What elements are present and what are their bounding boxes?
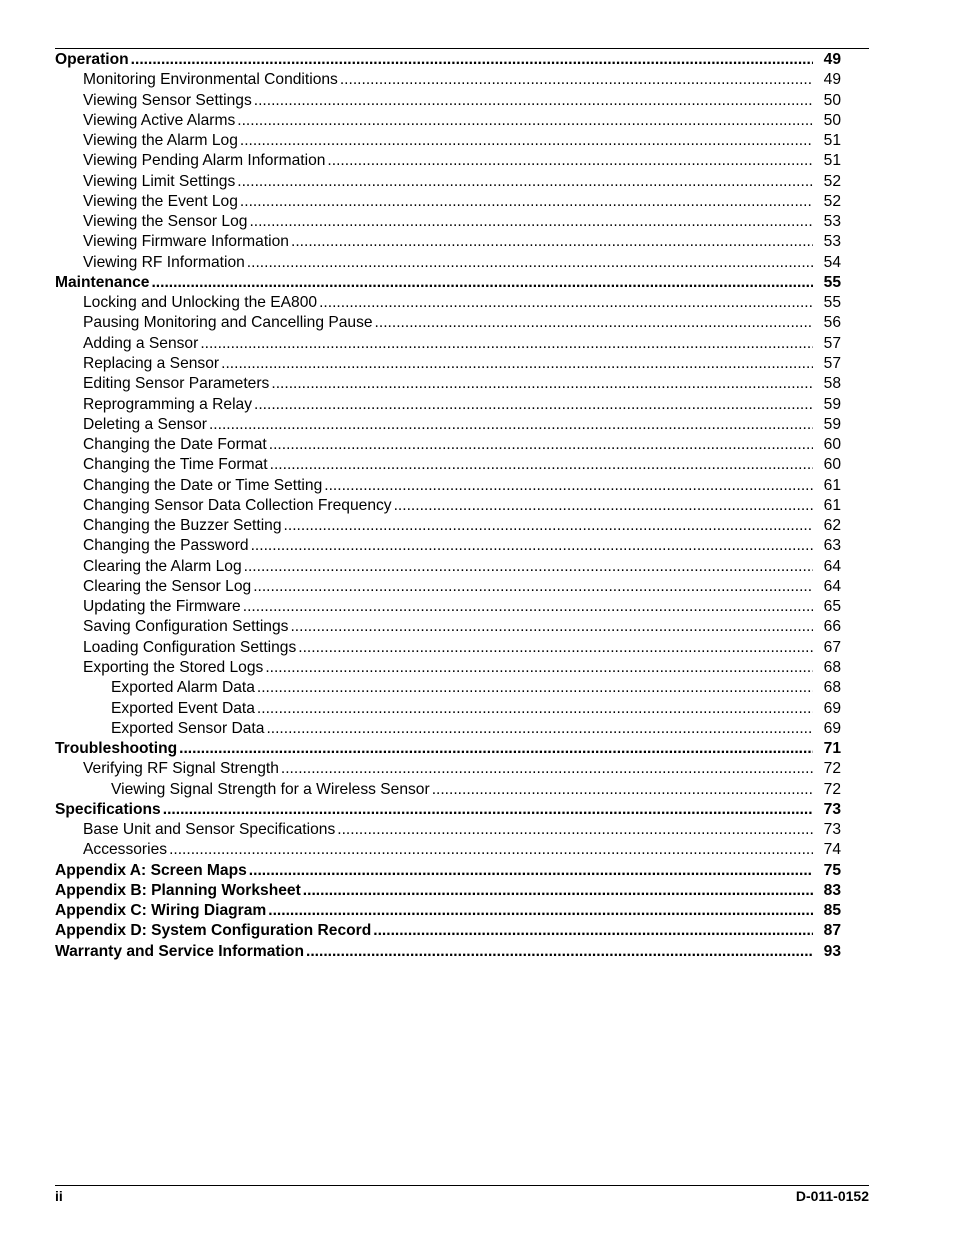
toc-entry[interactable] [55,516,841,536]
toc-entry-page: 67 [823,638,841,656]
toc-entry-page: 68 [823,679,841,697]
toc-dot-leader [270,455,813,475]
toc-entry[interactable] [55,800,841,820]
toc-entry-page: 52 [823,192,841,210]
toc-entry-title: Viewing Firmware Information [83,233,289,251]
toc-entry-page: 54 [823,253,841,271]
toc-entry-page: 55 [823,294,841,312]
toc-entry-title: Changing the Date or Time Setting [83,476,323,494]
toc-dot-leader [243,597,813,617]
toc-dot-leader [131,50,813,70]
toc-entry-title: Appendix B: Planning Worksheet [55,881,301,899]
toc-dot-leader [290,617,813,637]
toc-entry[interactable] [55,780,841,800]
toc-entry-title: Appendix A: Screen Maps [55,861,247,879]
toc-entry-page: 71 [823,740,841,758]
toc-dot-leader [337,820,813,840]
toc-entry-title: Saving Configuration Settings [83,618,289,636]
toc-entry[interactable] [55,881,841,901]
toc-dot-leader [169,840,813,860]
toc-entry-page: 66 [823,618,841,636]
toc-entry[interactable] [55,273,841,293]
toc-entry-page: 85 [823,902,841,920]
toc-entry-title: Locking and Unlocking the EA800 [83,294,318,312]
toc-entry[interactable] [55,901,841,921]
toc-entry[interactable] [55,151,841,171]
toc-entry-title: Changing the Time Format [83,456,268,474]
toc-entry-page: 93 [823,942,841,960]
toc-entry-page: 49 [823,71,841,89]
toc-entry[interactable] [55,50,841,70]
toc-dot-leader [244,557,813,577]
toc-entry-page: 61 [823,476,841,494]
toc-entry[interactable] [55,334,841,354]
toc-entry-page: 75 [823,861,841,879]
toc-dot-leader [163,800,813,820]
toc-entry-title: Adding a Sensor [83,334,199,352]
toc-entry-title: Verifying RF Signal Strength [83,760,279,778]
toc-dot-leader [319,293,813,313]
toc-entry-title: Reprogramming a Relay [83,395,253,413]
toc-entry-page: 49 [823,51,841,68]
header-rule [55,48,869,49]
toc-entry-page: 64 [823,577,841,595]
toc-entry-page: 69 [823,719,841,737]
toc-entry-title: Appendix D: System Configuration Record [55,922,372,940]
toc-entry[interactable] [55,293,841,313]
toc-dot-leader [249,212,813,232]
toc-entry-title: Replacing a Sensor [83,354,220,372]
toc-entry-title: Exported Sensor Data [111,719,265,737]
toc-dot-leader [237,111,813,131]
toc-entry-page: 55 [823,273,841,291]
toc-entry-page: 65 [823,598,841,616]
toc-entry[interactable] [55,192,841,212]
toc-entry-page: 58 [823,375,841,393]
toc-entry[interactable] [55,557,841,577]
toc-entry[interactable] [55,577,841,597]
toc-entry-page: 50 [823,111,841,129]
toc-entry[interactable] [55,374,841,394]
toc-entry[interactable] [55,840,841,860]
toc-dot-leader [200,334,813,354]
toc-entry[interactable] [55,496,841,516]
toc-dot-leader [271,374,813,394]
toc-entry[interactable] [55,536,841,556]
toc-entry-title: Viewing the Sensor Log [83,213,248,231]
toc-entry-title: Viewing the Alarm Log [83,132,238,150]
toc-dot-leader [306,942,813,962]
toc-entry-page: 69 [823,699,841,717]
toc-entry[interactable] [55,435,841,455]
toc-entry-title: Deleting a Sensor [83,415,207,433]
toc-entry-page: 60 [823,456,841,474]
toc-entry-page: 68 [823,658,841,676]
toc-entry-title: Exporting the Stored Logs [83,658,264,676]
toc-entry-page: 53 [823,233,841,251]
toc-entry-title: Viewing Signal Strength for a Wireless Sensor [111,780,430,798]
toc-entry-page: 87 [823,922,841,940]
toc-dot-leader [247,253,813,273]
toc-entry[interactable] [55,658,841,678]
toc-entry[interactable] [55,111,841,131]
toc-entry[interactable] [55,212,841,232]
toc-entry-page: 63 [823,537,841,555]
toc-entry[interactable] [55,699,841,719]
toc-dot-leader [268,901,813,921]
toc-dot-leader [151,273,813,293]
toc-entry[interactable] [55,820,841,840]
toc-entry-title: Appendix C: Wiring Diagram [55,902,267,920]
toc-dot-leader [179,739,813,759]
toc-dot-leader [291,232,813,252]
toc-dot-leader [394,496,813,516]
toc-dot-leader [327,151,813,171]
toc-entry[interactable] [55,921,841,941]
toc-entry[interactable] [55,70,841,90]
toc-entry-page: 51 [823,152,841,170]
toc-entry-page: 57 [823,334,841,352]
toc-dot-leader [375,313,813,333]
toc-entry[interactable] [55,597,841,617]
toc-entry-title: Pausing Monitoring and Cancelling Pause [83,314,373,332]
toc-dot-leader [257,699,813,719]
toc-entry[interactable] [55,395,841,415]
toc-entry-page: 74 [823,841,841,859]
toc-entry-title: Editing Sensor Parameters [83,375,270,393]
toc-entry[interactable] [55,131,841,151]
toc-entry-title: Loading Configuration Settings [83,638,297,656]
toc-entry-title: Changing the Date Format [83,436,267,454]
toc-dot-leader [265,658,813,678]
toc-entry-page: 72 [823,780,841,798]
toc-entry[interactable] [55,861,841,881]
toc-entry-page: 62 [823,517,841,535]
toc-entry[interactable] [55,415,841,435]
toc-dot-leader [237,172,813,192]
toc-entry[interactable] [55,172,841,192]
toc-entry-title: Specifications [55,800,161,818]
toc-entry-title: Changing the Buzzer Setting [83,517,282,535]
toc-entry[interactable] [55,232,841,252]
toc-dot-leader [298,638,813,658]
toc-entry-page: 73 [823,800,841,818]
toc-dot-leader [303,881,813,901]
toc-entry-page: 53 [823,213,841,231]
toc-entry[interactable] [55,253,841,273]
toc-dot-leader [254,91,813,111]
toc-entry[interactable] [55,313,841,333]
toc-entry-title: Clearing the Sensor Log [83,577,252,595]
toc-dot-leader [281,759,813,779]
toc-dot-leader [284,516,813,536]
toc-dot-leader [340,70,813,90]
toc-entry-page: 52 [823,172,841,190]
toc-entry[interactable] [55,719,841,739]
toc-dot-leader [240,131,813,151]
toc-entry-page: 61 [823,496,841,514]
toc-entry-title: Updating the Firmware [83,598,241,616]
toc-entry[interactable] [55,678,841,698]
toc-dot-leader [432,780,813,800]
toc-dot-leader [249,861,813,881]
toc-entry-title: Exported Alarm Data [111,679,255,697]
toc-dot-leader [324,476,813,496]
toc-dot-leader [251,536,813,556]
toc-entry[interactable] [55,476,841,496]
table-of-contents [55,50,841,962]
toc-entry-title: Viewing Sensor Settings [83,91,252,109]
toc-entry[interactable] [55,759,841,779]
footer-document-id: D-011-0152 [795,1188,869,1204]
toc-entry-page: 64 [823,557,841,575]
toc-entry[interactable] [55,617,841,637]
toc-entry-title: Troubleshooting [55,740,178,758]
toc-entry-page: 60 [823,436,841,454]
toc-entry-title: Viewing Pending Alarm Information [83,152,326,170]
toc-dot-leader [209,415,813,435]
toc-entry-title: Exported Event Data [111,699,255,717]
toc-entry-page: 57 [823,354,841,372]
toc-entry-title: Viewing RF Information [83,253,245,271]
toc-dot-leader [221,354,813,374]
toc-entry-title: Monitoring Environmental Conditions [83,71,338,89]
toc-entry-title: Warranty and Service Information [55,942,304,960]
toc-entry[interactable] [55,455,841,475]
toc-entry-page: 59 [823,395,841,413]
toc-entry[interactable] [55,942,841,962]
toc-entry-page: 83 [823,881,841,899]
toc-entry-page: 59 [823,415,841,433]
toc-dot-leader [269,435,813,455]
toc-entry[interactable] [55,739,841,759]
toc-entry-title: Changing the Password [83,537,249,555]
toc-dot-leader [254,395,813,415]
toc-entry-title: Changing Sensor Data Collection Frequency [83,496,392,514]
toc-dot-leader [257,678,813,698]
toc-entry-page: 50 [823,91,841,109]
toc-dot-leader [240,192,813,212]
toc-entry-title: Viewing Active Alarms [83,111,236,129]
toc-entry-title: Viewing the Event Log [83,192,238,210]
toc-entry-page: 56 [823,314,841,332]
toc-entry-title: Base Unit and Sensor Specifications [83,821,336,839]
toc-entry[interactable] [55,91,841,111]
toc-entry-title: Maintenance [55,273,150,291]
footer-page-number: ii [55,1188,63,1204]
footer-rule [55,1185,869,1186]
toc-entry-page: 73 [823,821,841,839]
toc-entry-title: Clearing the Alarm Log [83,557,242,575]
toc-dot-leader [373,921,813,941]
toc-entry[interactable] [55,354,841,374]
toc-dot-leader [266,719,813,739]
toc-entry-page: 51 [823,132,841,150]
toc-entry[interactable] [55,638,841,658]
toc-entry-title: Accessories [83,841,168,859]
toc-entry-title: Operation [55,51,129,68]
toc-entry-page: 72 [823,760,841,778]
toc-dot-leader [253,577,813,597]
toc-entry-title: Viewing Limit Settings [83,172,236,190]
